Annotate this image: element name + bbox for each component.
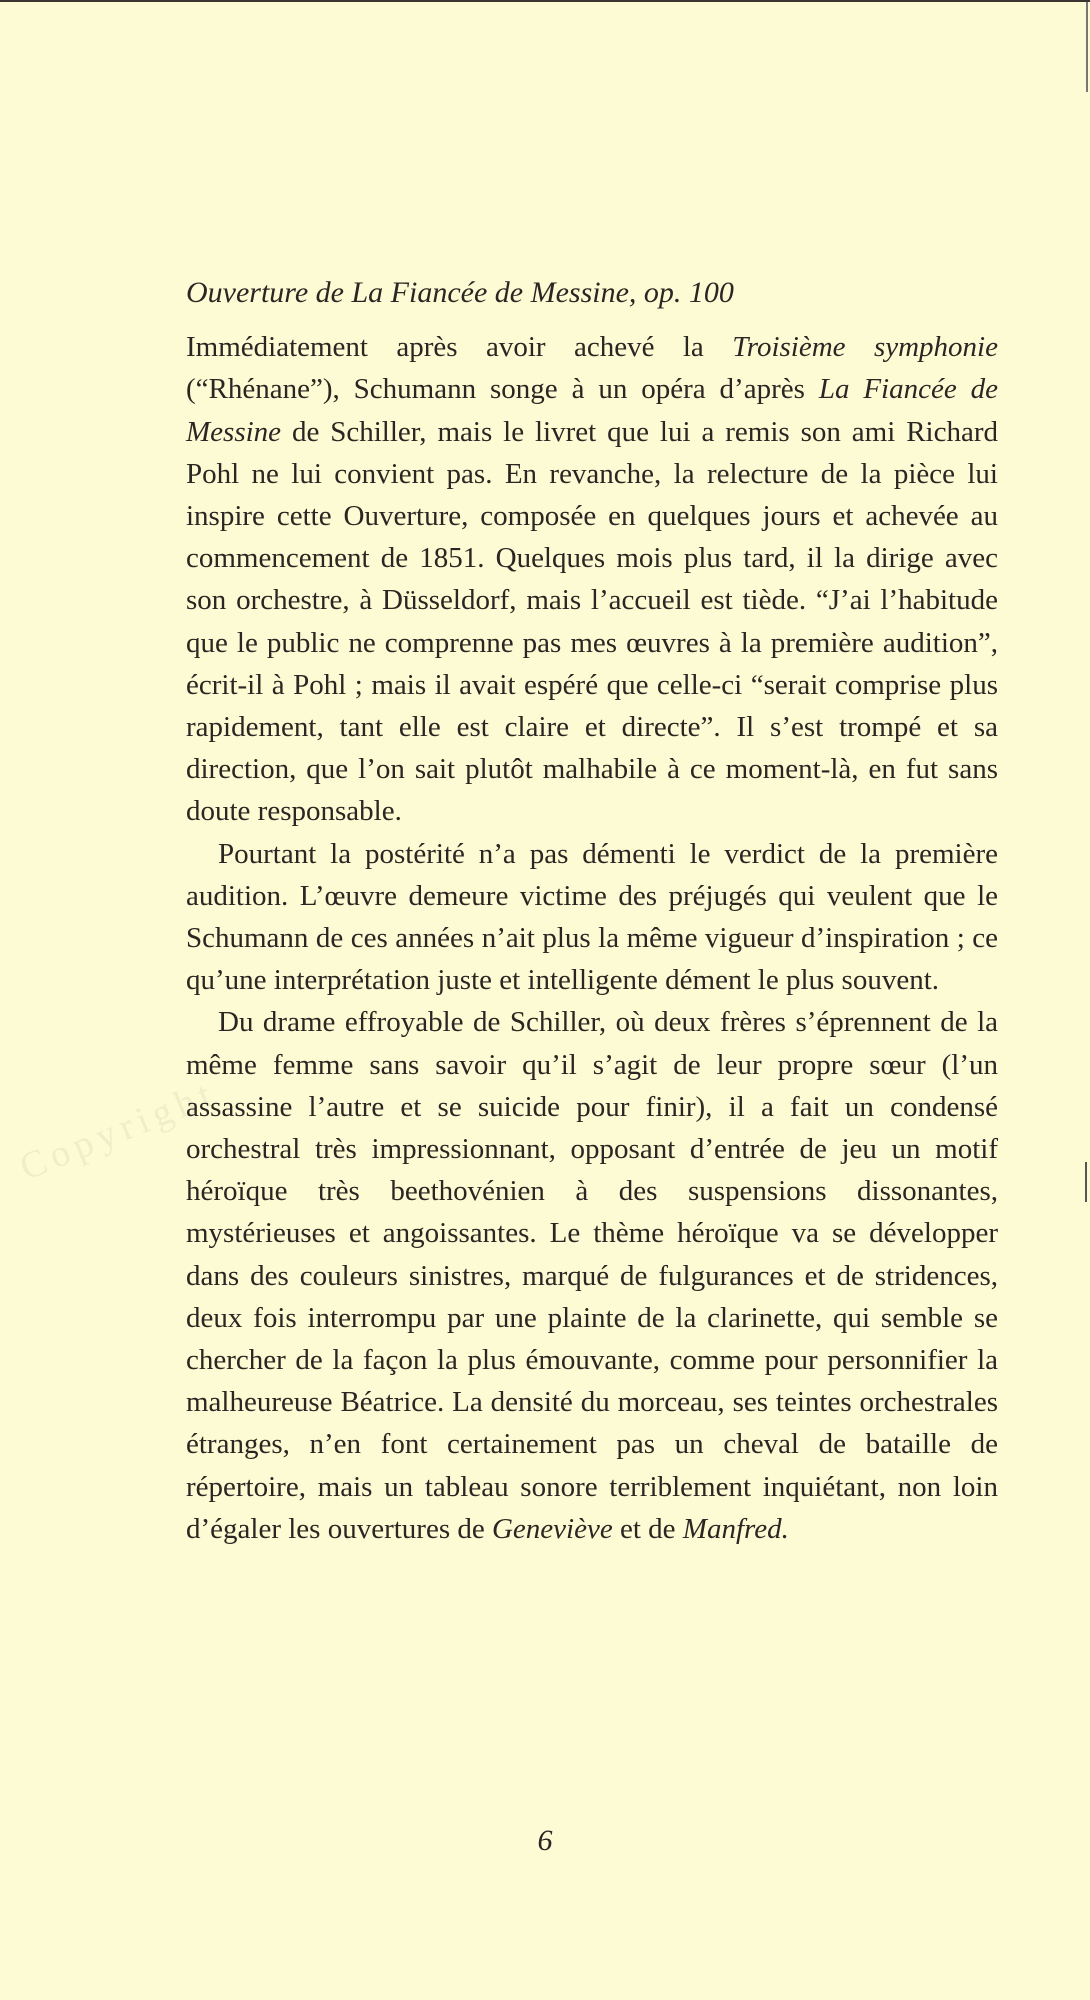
- paragraph: [186, 833, 998, 1002]
- section-heading: Ouverture de La Fiancée de Messine, op. 100: [186, 276, 734, 309]
- body-text: [186, 272, 998, 1550]
- italic-title: La Fiancée de Messine: [186, 373, 999, 448]
- paragraph: [186, 1001, 998, 1550]
- text-run: de Schiller, mais le livret que lui a remis son ami Richard Pohl ne lui convient pas. En revanche, la relecture de la pièce lui inspire cette Ouverture, composée en quelques jours et achevée au commencement de 1851. Quelques mois plus tard, il la dirige avec son orchestre, à Düsseldorf, mais l’accueil est tiède. “J’ai l’habitude que le public ne comprenne pas mes œuvres à la première audition”, écrit-il à Pohl ; mais il avait espéré que celle-ci “serait comprise plus rapidement, tant elle est claire et directe”. Il s’est trompé et sa direction, que l’on sait plutôt malhabile à ce moment-là, en fut sans doute responsable.: [186, 415, 998, 828]
- text-run: Du drame effroyable de Schiller, où deux frères s’éprennent de la même femme sans savoir qu’il s’agit de leur propre sœur (l’un assassine l’autre et se suicide pour finir), il a fait un condensé orchestral très impressionnant, opposant d’entrée de jeu un motif héroïque très beethovénien à des suspensions dissonantes, mystérieuses et angoissantes. Le thème héroïque va se développer dans des couleurs sinistres, marqué de fulgurances et de stridences, deux fois interrompu par une plainte de la clarinette, qui semble se chercher de la façon la plus émouvante, comme pour personnifier la malheureuse Béatrice. La densité du morceau, ses teintes orchestrales étranges, n’en font certainement pas un cheval de bataille de répertoire, mais un tableau sonore terriblement inquiétant, non loin d’égaler les ouvertures de: [186, 1006, 998, 1545]
- text-run: et de: [612, 1512, 683, 1545]
- watermark: Copyright: [14, 1071, 223, 1189]
- italic-title: Troisième symphonie: [732, 331, 998, 364]
- text-run: (“Rhénane”), Schumann songe à un opéra d’après: [186, 373, 819, 406]
- edge-mark: [1086, 2, 1088, 92]
- edge-mark: [1085, 1162, 1087, 1202]
- page-number: 6: [537, 1824, 553, 1857]
- text-run: Pourtant la postérité n’a pas démenti le verdict de la première audition. L’œuvre demeure victime des préjugés qui veulent que le Schumann de ces années n’ait plus la même vigueur d’inspiration ; ce qu’une interprétation juste et intelligente dément le plus souvent.: [186, 837, 998, 997]
- italic-title: Manfred.: [682, 1512, 789, 1545]
- text-run: Immédiatement après avoir achevé la: [186, 331, 733, 364]
- italic-title: Geneviève: [491, 1512, 613, 1545]
- paragraph: [186, 326, 998, 832]
